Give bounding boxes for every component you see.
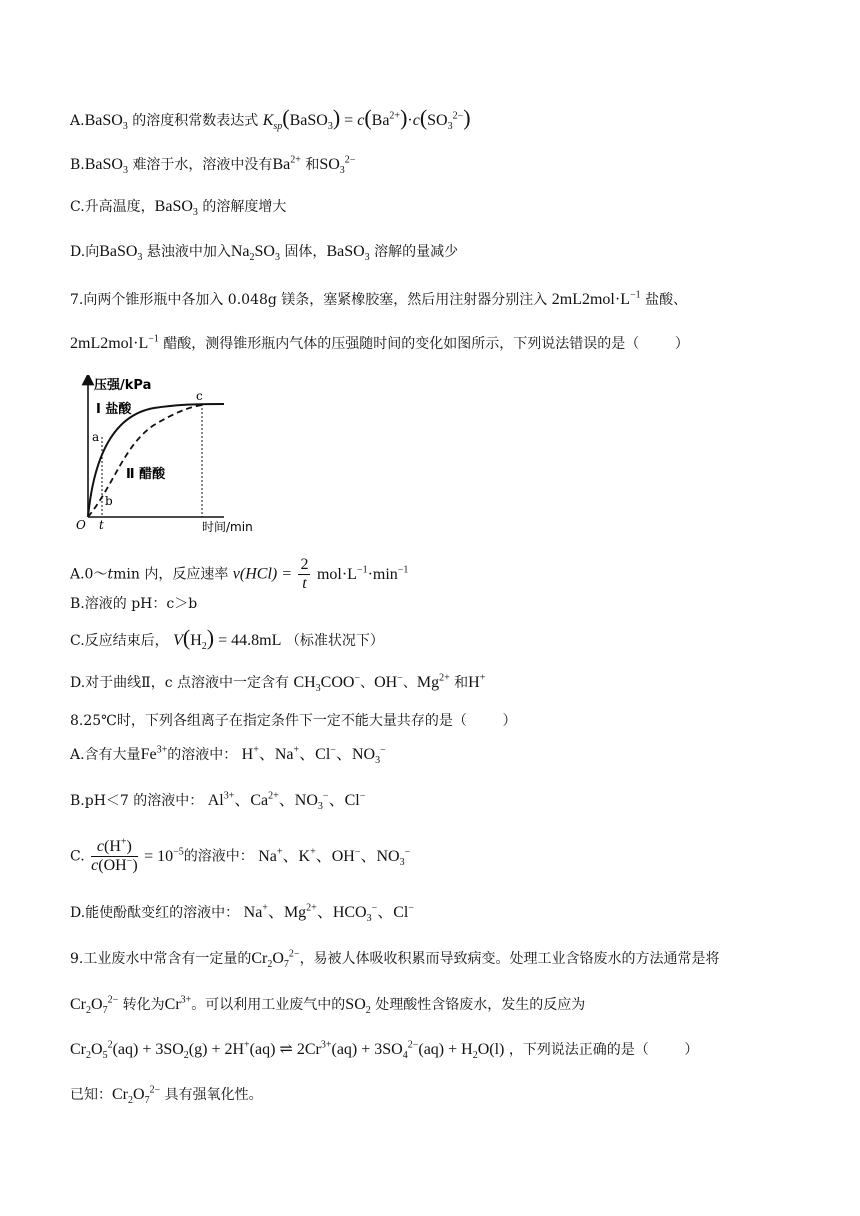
q9-line4: 已知：$Cr_2O_7^{2-}$ 具有强氧化性。	[70, 1084, 263, 1107]
q6-option-c: C.升高温度，BaSO$_3$ 的溶解度增大	[70, 198, 287, 219]
q8-stem: 8.25℃时，下列各组离子在指定条件下一定不能大量共存的是（ ）	[70, 713, 517, 729]
q7-option-b: B.溶液的 pH：c＞b	[70, 596, 198, 612]
q9-line3: $Cr_2O_5^2(aq) + 3SO_2(g) + 2H^+(aq)$ ⇌ $2Cr^{3+}(aq) + 3SO_4^{2-}(aq) + H_2O(l)$ ，下列说法正确的是（ ）	[70, 1039, 699, 1062]
q6-option-b: B.BaSO$_3$ 难溶于水，溶液中没有$Ba^{2+}$ 和$SO_3^{2-}$	[70, 154, 356, 177]
q7-stem-line1: 7.向两个锥形瓶中各加入 0.048g 镁条，塞紧橡胶塞，然后用注射器分别注入 $2mL2mol\cdot L^{-1}$ 盐酸、	[70, 289, 688, 308]
q7-stem-line2: $2mL2mol\cdot L^{-1}$ 醋酸，测得锥形瓶内气体的压强随时间的变化如图所示，下列说法错误的是（ ）	[70, 333, 689, 352]
point-b-label: b	[105, 494, 113, 508]
q7-option-d: D.对于曲线Ⅱ，c 点溶液中一定含有 $CH_3COO^-$、OH−、$Mg^{2+}$ 和H+	[70, 672, 486, 695]
q8-option-b: B.pH＜7 的溶液中： $Al^{3+}$、$Ca^{2+}$、$NO_3^-$、Cl−	[70, 790, 366, 813]
pressure-time-graph	[74, 375, 274, 535]
redox-equation: $Cr_2O_5^2(aq) + 3SO_2(g) + 2H^+(aq)$ ⇌ $2Cr^{3+}(aq) + 3SO_4^{2-}(aq) + H_2O(l)$	[70, 1039, 505, 1062]
point-a-label: a	[92, 430, 100, 444]
rate-fraction: $\frac{2}{t}$	[300, 556, 309, 592]
q6-option-d: D.向BaSO$_3$ 悬浊液中加入$Na_2SO_3$ 固体，BaSO$_3$ 溶解的量减少	[70, 243, 459, 264]
q7-option-a: A.0～tmin 内，反应速率 v(HCl) = $\frac{2}{t}$ $mol\cdot L^{-1}\cdot\min^{-1}$	[70, 556, 409, 592]
point-c-label: c	[196, 389, 203, 403]
q9-line1: 9.工业废水中常含有一定量的$Cr_2O_7^{2-}$，易被人体吸收积累而导致病变。处理工业含铬废水的方法通常是将	[70, 948, 720, 971]
q8-option-a: A.含有大量$Fe^{3+}$的溶液中： H+、Na+、Cl−、$NO_3^-$	[70, 744, 386, 767]
q8-option-d: D.能使酚酞变红的溶液中： Na+、$Mg^{2+}$、$HCO_3^-$、Cl−	[70, 902, 415, 925]
h-oh-ratio: $\frac{c(H^+)}{c(OH^-)}$	[91, 836, 138, 874]
x-axis-label: 时间/min	[202, 520, 253, 534]
y-axis-label: 压强/kPa	[94, 378, 152, 393]
ksp-expression: $K_{sp}(BaSO_3) = c(Ba^{2+})\cdot c(SO_3^{2-})$	[262, 105, 471, 133]
q7-option-c: C.反应结束后， $V(H_2) = 44.8mL$ （标准状况下）	[70, 625, 384, 653]
origin-label: O	[76, 518, 86, 532]
q8-option-c: C. $\frac{c(H^+)}{c(OH^-)}$ = $10^{-5}$的溶液中： Na+、K+、OH−、$NO_3^-$	[70, 836, 411, 874]
formula-baso3: BaSO$_3$	[84, 112, 128, 133]
q6-option-a: A.BaSO$_3$ 的溶度积常数表达式 $K_{sp}(BaSO_3) = c(Ba^{2+})\cdot c(SO_3^{2-})$	[70, 105, 471, 133]
q9-line2: $Cr_2O_7^{2-}$ 转化为$Cr^{3+}$。可以利用工业废气中的$SO_2$ 处理酸性含铬废水，发生的反应为	[70, 994, 586, 1017]
curve2-label: Ⅱ 醋酸	[126, 467, 166, 482]
curve1-label: Ⅰ 盐酸	[96, 402, 132, 417]
t-label: t	[99, 518, 104, 532]
